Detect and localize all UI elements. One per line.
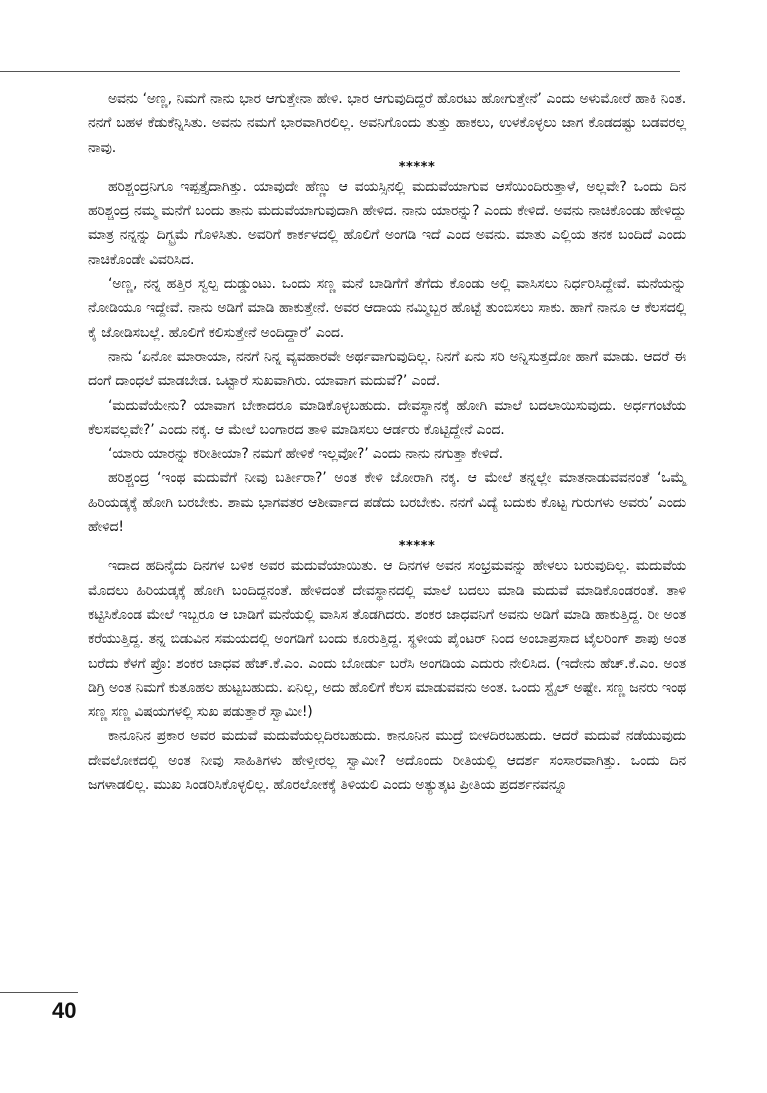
paragraph: ‘ಮದುವೆಯೇನು? ಯಾವಾಗ ಬೇಕಾದರೂ ಮಾಡಿಕೊಳ್ಳಬಹುದು. ದೇವಸ್ಥಾನಕ್ಕೆ ಹೋಗಿ ಮಾಲೆ ಬದಲಾಯಿಸುವುದು. ಅರ್ಧಗಂಟೆಯ ಕೆಲಸವಲ್ಲವೇ?’ ಎಂದು ನಕ್ಕ. ಆ ಮೇಲೆ ಬಂಗಾರದ ತಾಳಿ ಮಾಡಿಸಲು ಆರ್ಡರು ಕೊಟ್ಟಿದ್ದೇನೆ ಎಂದ.	[88, 397, 686, 438]
top-rule	[0, 71, 680, 72]
paragraph: ಹರಿಶ್ಚಂದ್ರ ‘ಇಂಥ ಮದುವೆಗೆ ನೀವು ಬರ್ತೀರಾ?’ ಅಂತ ಕೇಳಿ ಜೋರಾಗಿ ನಕ್ಕ. ಆ ಮೇಲೆ ತನ್ನಲ್ಲೇ ಮಾತನಾಡುವವನಂತೆ ‘ಒಮ್ಮೆ ಹಿರಿಯಡ್ಕಕ್ಕೆ ಹೋಗಿ ಬರಬೇಕು. ಶಾಮ ಭಾಗವತರ ಆಶೀರ್ವಾದ ಪಡೆದು ಬರಬೇಕು. ನನಗೆ ವಿದ್ಯೆ ಬದುಕು ಕೊಟ್ಟ ಗುರುಗಳು ಅವರು’ ಎಂದು ಹೇಳಿದ!	[88, 470, 686, 536]
paragraph: ಹರಿಶ್ಚಂದ್ರನಿಗೂ ಇಪ್ಪತ್ತೈದಾಗಿತ್ತು. ಯಾವುದೇ ಹೆಣ್ಣು ಆ ವಯಸ್ಸಿನಲ್ಲಿ ಮದುವೆಯಾಗುವ ಆಸೆಯಿಂದಿರುತ್ತಾಳೆ, ಅಲ್ಲವೇ? ಒಂದು ದಿನ ಹರಿಶ್ಚಂದ್ರ ನಮ್ಮ ಮನೆಗೆ ಬಂದು ತಾನು ಮದುವೆಯಾಗುವುದಾಗಿ ಹೇಳಿದ. ನಾನು ಯಾರನ್ನು? ಎಂದು ಕೇಳಿದೆ. ಅವನು ನಾಚಿಕೊಂಡು ಹೇಳಿದ್ದು ಮಾತ್ರ ನನ್ನನ್ನು ದಿಗ್ಭ್ರಮೆ ಗೊಳಿಸಿತು. ಅವರಿಗೆ ಕಾರ್ಕಳದಲ್ಲಿ ಹೊಲಿಗೆ ಅಂಗಡಿ ಇದೆ ಎಂದ ಅವನು. ಮಾತು ಎಲ್ಲಿಯ ತನಕ ಬಂದಿದೆ ಎಂದು ನಾಚಿಕೊಂಡೇ ವಿವರಿಸಿದ.	[88, 178, 686, 268]
paragraph: ಕಾನೂನಿನ ಪ್ರಕಾರ ಅವರ ಮದುವೆ ಮದುವೆಯಲ್ಲದಿರಬಹುದು. ಕಾನೂನಿನ ಮುದ್ರೆ ಬೀಳದಿರಬಹುದು. ಆದರೆ ಮದುವೆ ನಡೆಯುವುದು ದೇವಲೋಕದಲ್ಲಿ ಅಂತ ನೀವು ಸಾಹಿತಿಗಳು ಹೇಳ್ತೀರಲ್ಲ ಸ್ವಾಮೀ? ಅದೊಂದು ರೀತಿಯಲ್ಲಿ ಆದರ್ಶ ಸಂಸಾರವಾಗಿತ್ತು. ಒಂದು ದಿನ ಜಗಳಾಡಲಿಲ್ಲ. ಮುಖ ಸಿಂಡರಿಸಿಕೊಳ್ಳಲಿಲ್ಲ. ಹೊರಲೋಕಕ್ಕೆ ತಿಳಿಯಲಿ ಎಂದು ಅತ್ಯುತ್ಕಟ ಪ್ರೀತಿಯ ಪ್ರದರ್ಶನವನ್ನೂ	[88, 728, 686, 794]
bottom-rule	[0, 992, 78, 993]
paragraph: ಇದಾದ ಹದಿನೈದು ದಿನಗಳ ಬಳಿಕ ಅವರ ಮದುವೆಯಾಯಿತು. ಆ ದಿನಗಳ ಅವನ ಸಂಭ್ರಮವನ್ನು ಹೇಳಲು ಬರುವುದಿಲ್ಲ. ಮದುವೆಯ ಮೊದಲು ಹಿರಿಯಡ್ಕಕ್ಕೆ ಹೋಗಿ ಬಂದಿದ್ದನಂತೆ. ಹೇಳಿದಂತೆ ದೇವಸ್ಥಾನದಲ್ಲಿ ಮಾಲೆ ಬದಲು ಮಾಡಿ ಮದುವೆ ಮಾಡಿಕೊಂಡರಂತೆ. ತಾಳಿ ಕಟ್ಟಿಸಿಕೊಂಡ ಮೇಲೆ ಇಬ್ಬರೂ ಆ ಬಾಡಿಗೆ ಮನೆಯಲ್ಲಿ ವಾಸಿಸ ತೊಡಗಿದರು. ಶಂಕರ ಜಾಧವನಿಗೆ ಅವನು ಅಡಿಗೆ ಮಾಡಿ ಹಾಕುತ್ತಿದ್ದ. ರೀ ಅಂತ ಕರೆಯುತ್ತಿದ್ದ. ತನ್ನ ಬಿಡುವಿನ ಸಮಯದಲ್ಲಿ ಅಂಗಡಿಗೆ ಬಂದು ಕೂರುತ್ತಿದ್ದ. ಸ್ಥಳೀಯ ಪೈಂಟರ್ ನಿಂದ ಅಂಬಾಪ್ರಸಾದ ಟೈಲರಿಂಗ್ ಶಾಪು ಅಂತ ಬರೆದು ಕೆಳಗೆ ಪ್ರೊ: ಶಂಕರ ಜಾಧವ ಹೆಚ್.ಕೆ.ಎಂ. ಎಂದು ಬೋರ್ಡು ಬರೆಸಿ ಅಂಗಡಿಯ ಎದುರು ನೇಲಿಸಿದ. (ಇದೇನು ಹೆಚ್.ಕೆ.ಎಂ. ಅಂತ ಡಿಗ್ರಿ ಅಂತ ನಿಮಗೆ ಕುತೂಹಲ ಹುಟ್ಟಬಹುದು. ಏನಿಲ್ಲ, ಅದು ಹೊಲಿಗೆ ಕೆಲಸ ಮಾಡುವವನು ಅಂತ. ಒಂದು ಸ್ಟೈಲ್ ಅಷ್ಟೇ. ಸಣ್ಣ ಜನರು ಇಂಥ ಸಣ್ಣ ಸಣ್ಣ ವಿಷಯಗಳಲ್ಲಿ ಸುಖ ಪಡುತ್ತಾರೆ ಸ್ವಾಮೀ!)	[88, 558, 686, 721]
paragraph: ಅವನು ‘ಅಣ್ಣ, ನಿಮಗೆ ನಾನು ಭಾರ ಆಗುತ್ತೇನಾ ಹೇಳಿ. ಭಾರ ಆಗುವುದಿದ್ದರೆ ಹೊರಟು ಹೋಗುತ್ತೇನೆ’ ಎಂದು ಅಳುಮೋರೆ ಹಾಕಿ ನಿಂತ. ನನಗೆ ಬಹಳ ಕೆಡುಕೆನ್ನಿಸಿತು. ಅವನು ನಮಗೆ ಭಾರವಾಗಿರಲಿಲ್ಲ. ಅವನಿಗೊಂದು ತುತ್ತು ಹಾಕಲು, ಉಳಕೊಳ್ಳಲು ಜಾಗ ಕೊಡದಷ್ಟು ಬಡವರಲ್ಲ ನಾವು.	[88, 91, 686, 156]
section-separator: *****	[398, 159, 436, 175]
page-body	[88, 87, 686, 797]
paragraph: ‘ಅಣ್ಣ, ನನ್ನ ಹತ್ತಿರ ಸ್ವಲ್ಪ ದುಡ್ಡುಂಟು. ಒಂದು ಸಣ್ಣ ಮನೆ ಬಾಡಿಗೆಗೆ ತೆಗೆದು ಕೊಂಡು ಅಲ್ಲಿ ವಾಸಿಸಲು ನಿರ್ಧರಿಸಿದ್ದೇವೆ. ಮನೆಯನ್ನು ನೋಡಿಯೂ ಇದ್ದೇವೆ. ನಾನು ಅಡಿಗೆ ಮಾಡಿ ಹಾಕುತ್ತೇನೆ. ಅವರ ಆದಾಯ ನಮ್ಮಿಬ್ಬರ ಹೊಟ್ಟೆ ತುಂಬಿಸಲು ಸಾಕು. ಹಾಗೆ ನಾನೂ ಆ ಕೆಲಸದಲ್ಲಿ ಕೈ ಜೋಡಿಸಬಲ್ಲೆ. ಹೊಲಿಗೆ ಕಲಿಸುತ್ತೇನೆ ಅಂದಿದ್ದಾರೆ’ ಎಂದ.	[88, 276, 686, 341]
paragraph: ನಾನು ‘ಏನೋ ಮಾರಾಯಾ, ನನಗೆ ನಿನ್ನ ವ್ಯವಹಾರವೇ ಅರ್ಥವಾಗುವುದಿಲ್ಲ. ನಿನಗೆ ಏನು ಸರಿ ಅನ್ನಿಸುತ್ತದೋ ಹಾಗೆ ಮಾಡು. ಆದರೆ ಈ ದಂಗೆ ದಾಂಧಲೆ ಮಾಡಬೇಡ. ಒಟ್ಟಾರೆ ಸುಖವಾಗಿರು. ಯಾವಾಗ ಮದುವೆ?’ ಎಂದೆ.	[88, 348, 686, 390]
section-separator: *****	[398, 539, 436, 555]
paragraph: ‘ಯಾರು ಯಾರನ್ನು ಕರೀತೀಯಾ? ನಮಗೆ ಹೇಳಿಕೆ ಇಲ್ಲವೋ?’ ಎಂದು ನಾನು ನಗುತ್ತಾ ಕೇಳಿದೆ.	[108, 446, 503, 463]
page-number: 40	[52, 998, 77, 1023]
